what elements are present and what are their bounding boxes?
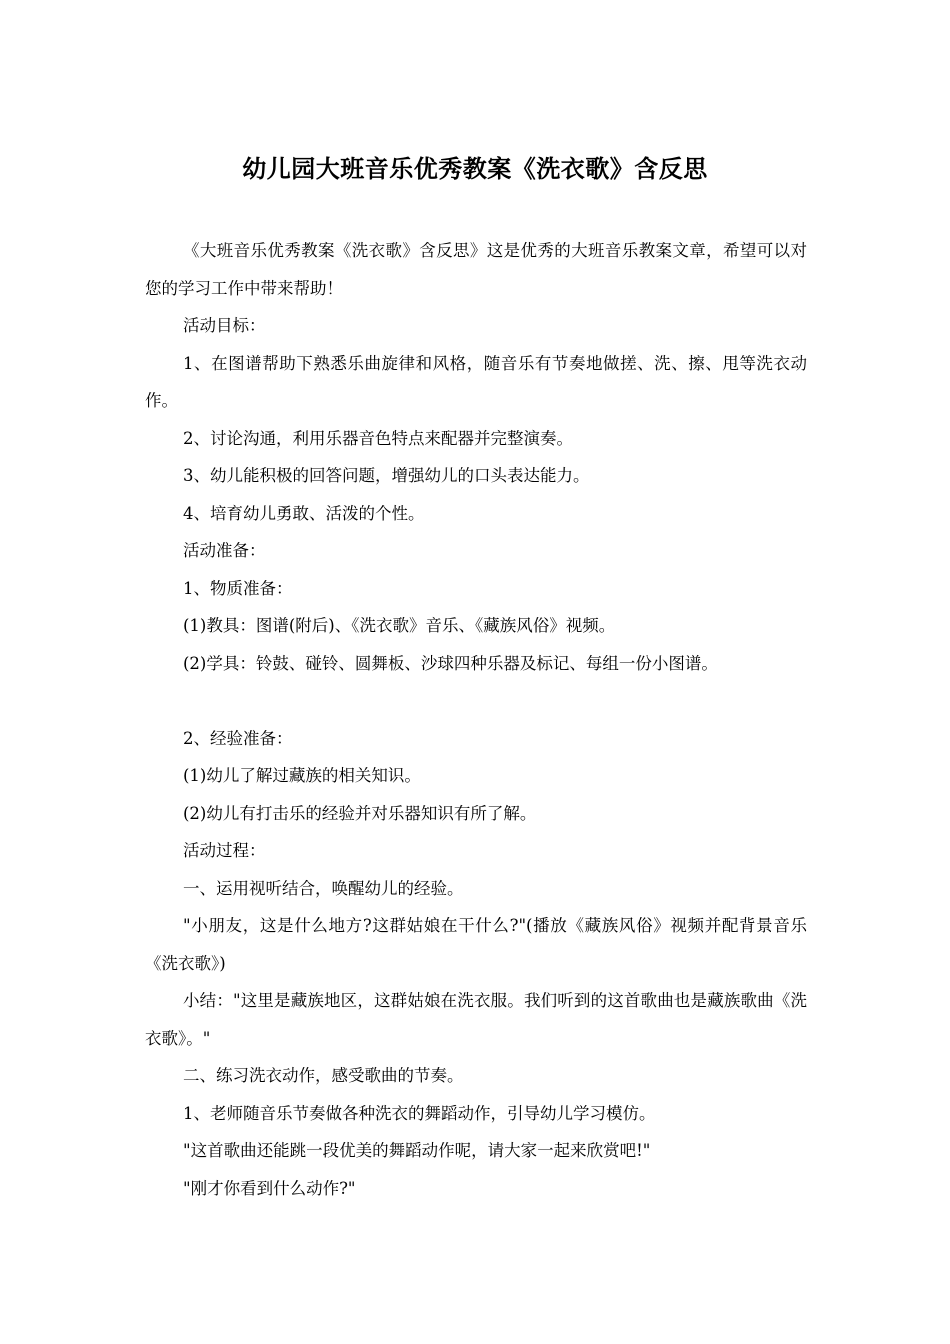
document-body [145,232,807,1207]
prep-item-experience: 2、经验准备： [183,728,293,748]
prep-subitem-teaching-aids: (1)教具：图谱(附后)、《洗衣歌》音乐、《藏族风俗》视频。 [183,616,616,635]
process-substep-1: 1、老师随音乐节奏做各种洗衣的舞蹈动作，引导幼儿学习模仿。 [183,1103,656,1123]
paragraph-intro: 《大班音乐优秀教案《洗衣歌》含反思》这是优秀的大班音乐教案文章，希望可以对您的学习工作中带来帮助！ [145,241,807,298]
prep-subitem-experience: (2)幼儿有打击乐的经验并对乐器知识有所了解。 [183,803,537,823]
prep-subitem-knowledge: (1)幼儿了解过藏族的相关知识。 [183,766,421,785]
heading-activity-goals: 活动目标： [183,316,266,335]
goal-item-4: 4、培育幼儿勇敢、活泼的个性。 [183,503,425,523]
blank-line [145,682,807,720]
prep-subitem-learning-tools: (2)学具：铃鼓、碰铃、圆舞板、沙球四种乐器及标记、每组一份小图谱。 [183,653,718,673]
goal-item-2: 2、讨论沟通，利用乐器音色特点来配器并完整演奏。 [183,428,573,448]
process-step-1: 一、运用视听结合，唤醒幼儿的经验。 [183,878,464,898]
document-title: 幼儿园大班音乐优秀教案《洗衣歌》含反思 [242,155,708,183]
heading-activity-preparation: 活动准备： [183,541,266,560]
process-summary: 小结："这里是藏族地区，这群姑娘在洗衣服。我们听到的这首歌曲也是藏族歌曲《洗衣歌》。" [145,991,807,1048]
process-step-2: 二、练习洗衣动作，感受歌曲的节奏。 [183,1066,464,1085]
goal-item-1: 1、在图谱帮助下熟悉乐曲旋律和风格，随音乐有节奏地做搓、洗、擦、甩等洗衣动作。 [145,353,807,410]
process-quote-2: "这首歌曲还能跳一段优美的舞蹈动作呢，请大家一起来欣赏吧!" [183,1141,651,1160]
prep-item-material: 1、物质准备： [183,578,293,598]
process-quote-3: "刚才你看到什么动作?" [183,1178,356,1198]
heading-activity-process: 活动过程： [183,841,266,860]
goal-item-3: 3、幼儿能积极的回答问题，增强幼儿的口头表达能力。 [183,466,590,485]
process-quote-1: "小朋友，这是什么地方?这群姑娘在干什么?"(播放《藏族风俗》视频并配背景音乐《洗衣歌》) [145,916,807,973]
